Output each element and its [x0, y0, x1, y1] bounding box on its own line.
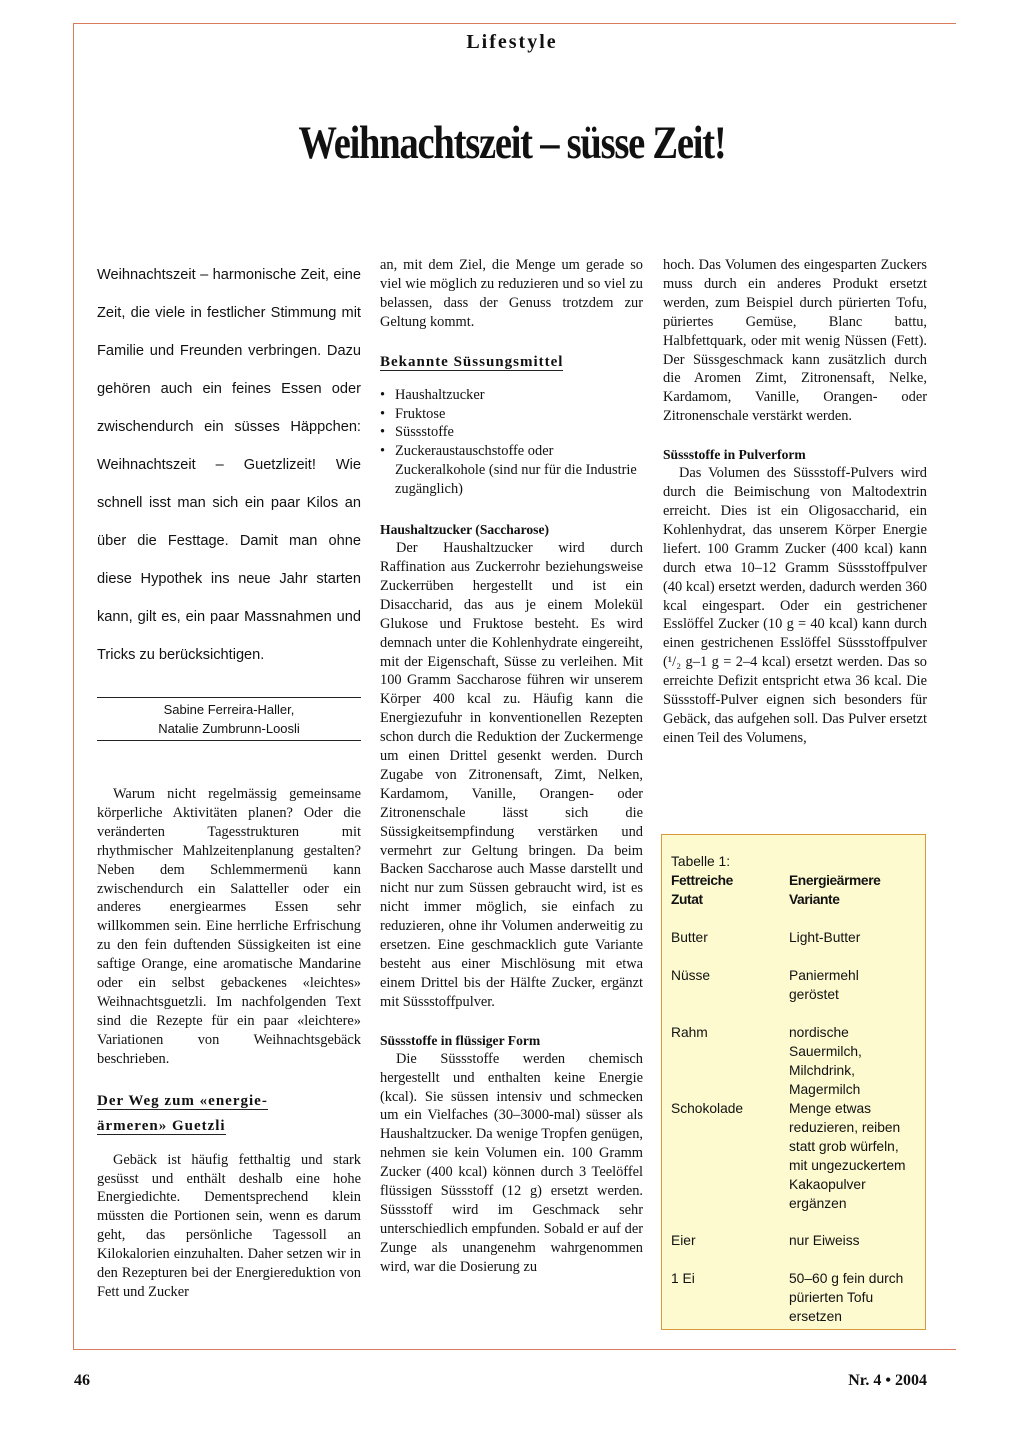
- subheading-small: Süssstoffe in Pulverform: [663, 447, 806, 463]
- issue-info: Nr. 4 • 2004: [848, 1372, 927, 1389]
- table-cell-ingredient: Rahm: [671, 1025, 708, 1040]
- table-header-right: [789, 871, 921, 909]
- page-number: 46: [74, 1372, 90, 1389]
- subheading-small: Haushaltzucker (Saccharose): [380, 522, 550, 538]
- author-line-2: Natalie Zumbrunn-Loosli: [158, 721, 300, 736]
- body-paragraph: hoch. Das Volumen des eingesparten Zuckers muss durch ein anderes Produkt ersetzt werden, zum Beispiel durch pürierten Tofu, püriertes Gemüse, Blanc battu, Halbfettquark, oder mit wenig Nüssen (Fett). Der Süssgeschmack kann zusätzlich durch die Aromen Zimt, Zitronensaft, Nelke, Kardamom, Vanille, Orangen- oder Zitronenschale verstärkt werden.: [663, 257, 927, 425]
- table-cell-variant: Paniermehl geröstet: [789, 968, 859, 1002]
- table-cell-variant: nur Eiweiss: [789, 1233, 860, 1248]
- section-label: Lifestyle: [466, 31, 558, 53]
- author-line-1: Sabine Ferreira-Haller,: [163, 702, 295, 717]
- table-caption: Tabelle 1:: [671, 854, 731, 869]
- frame-left-rule: [73, 23, 74, 1349]
- header-text: Zutat: [671, 892, 703, 907]
- subheading-small: Süssstoffe in flüssiger Form: [380, 1032, 541, 1048]
- header-text: Variante: [789, 892, 840, 907]
- subheading-line-1: Der Weg zum «energie-: [97, 1092, 268, 1109]
- frame-bottom-rule: [73, 1349, 956, 1350]
- body-paragraph: Der Haushaltzucker wird durch Raffination aus Zuckerrohr beziehungsweise Zuckerrüben hergestellt und ist ein Disaccharid, das aus je einem Molekül Glukose und Fruktose besteht. Es wird demnach unter die Kohlenhydrate eingereiht, mit der Eigenschaft, Süsse zu verleihen. Mit 100 Gramm Saccharose führen wir unserem Körper 400 kcal zu. Häufig kann die Energiezufuhr in konventionellen Rezepten schon durch die Reduktion der Zuckermenge um einen Drittel gesenkt werden. Durch Zugabe von Zitronensaft, Zimt, Nelken, Kardamom, Vanille, Orangen- oder Zitronenschale lässt sich die Süssigkeitsempfindung verstärken und vermehrt zur Geltung bringen. Da beim Backen Saccharose auch Masse darstellt und nicht nur zum Süssen gebraucht wird, ist es nicht immer möglich, sie einfach zu reduzieren, ohne ihr Volumen anderweitig zu ersetzen. Eine geschmacklich gute Variante besteht aus einer Mischlösung mit etwa einem Drittel bis der Hälfte Zucker, ergänzt mit Süssstoffpulver.: [380, 540, 643, 1010]
- table-cell-variant: Menge etwas reduzieren, reiben statt grob würfeln, mit ungezuckertem Kakaopulver ergänzen: [789, 1101, 906, 1211]
- lead-paragraph: Weihnachtszeit – harmonische Zeit, eine Zeit, die viele in festlicher Stimmung mit Familie und Freunden verbringen. Dazu gehören auch ein feines Essen oder zwischendurch ein süsses Häppchen: Weihnachtszeit – Guetzlizeit! Wie schnell isst man sich ein paar Kilos an über die Festtage. Damit man ohne diese Hypothek ins neue Jahr starten kann, gilt es, ein paar Massnahmen und Tricks zu berücksichtigen.: [97, 267, 361, 663]
- body-paragraph: Warum nicht regelmässig gemeinsame körperliche Aktivitäten planen? Oder die veränderten Tagesstrukturen mit rhythmischer Mahlzeitenplanung gestalten? Neben dem Schlemmermenü kann zwischendurch ein Salatteller oder ein anderes energiearmes Essen sehr willkommen sein. Eine herrliche Erfrischung zu den fein duftenden Süssigkeiten ist eine saftige Orange, eine aromatische Mandarine oder ein selbst gebackenes «leichtes» Weihnachtsguetzli. Im nachfolgenden Text sind die Rezepte für ein paar «leichtere» Variationen von Weihnachtsgebäck beschrieben.: [97, 786, 361, 1067]
- table-cell-variant: nordische Sauermilch, Milchdrink, Magermilch: [789, 1025, 862, 1097]
- table-cell-ingredient: Nüsse: [671, 968, 711, 983]
- article-title: Weihnachtszeit – süsse Zeit!: [298, 117, 726, 169]
- table-cell-ingredient: Schokolade: [671, 1101, 744, 1116]
- author-byline: [97, 697, 361, 741]
- substitution-table: [661, 834, 926, 1330]
- body-paragraph: Gebäck ist häufig fetthaltig und stark gesüsst und enthält deshalb eine hohe Energiedichte. Dementsprechend klein müssten die Portionen sein, wenn es darum geht, das persönliche Tagessoll an Kilokalorien einzuhalten. Daher setzen wir in den Rezepturen bei der Energiereduktion von Fett und Zucker: [97, 1151, 361, 1300]
- table-cell-ingredient: Butter: [671, 930, 708, 945]
- body-paragraph: Die Süssstoffe werden chemisch hergestellt und enthalten keine Energie (kcal). Sie süssen intensiv und schmecken um ein Vielfaches (30–3000-mal) süsser als Haushaltzucker. Da wenige Tropfen genügen, nehmen sie kein Volumen ein. 100 Gramm Zucker (400 kcal) können durch 3 Teelöffel flüssigen Süssstoff (12 g) ersetzt werden. Süssstoff wird im Geschmack sehr unterschiedlich empfunden. Sobald er auf der Zunge als unangenehm wahrgenommen wird, war die Dosierung zu: [380, 1050, 643, 1275]
- list-item: • Süssstoffe: [380, 423, 643, 442]
- sweetener-list: [380, 386, 643, 499]
- list-item: • Haushaltzucker: [380, 386, 643, 405]
- column-3: [663, 256, 927, 748]
- subheading-line-2: ärmeren» Guetzli: [97, 1117, 226, 1134]
- list-item: • Zuckeraustauschstoffe oder Zuckeralkohole (sind nur für die Industrie zugänglich): [380, 442, 643, 499]
- body-paragraph: Das Volumen des Süssstoff-Pulvers wird durch die Beimischung von Maltodextrin erreicht. Dies ist ein Oligosaccharid, ein Kohlenhydrat, das unserem Körper Energie liefert. 100 Gramm Zucker (400 kcal) kann durch etwa 10–12 Gramm Süssstoffpulver (40 kcal) ersetzt werden, dadurch werden 360 kcal eingespart. Oder ein gestrichener Esslöffel Zucker (10 g = 40 kcal) kann durch einen gestrichenen Esslöffel Süssstoffpulver (¹/₂ g–1 g = 2–4 kcal) ersetzt werden. Das so erreichte Defizit entspricht etwa 36 kcal. Die Süssstoff-Pulver eignen sich besonders für Gebäck, das aufgehen soll. Das Pulver ersetzt einen Teil des Volumens,: [663, 465, 927, 746]
- column-2: [380, 256, 643, 1277]
- table-cell-ingredient: Eier: [671, 1233, 696, 1248]
- table-header-left: [671, 871, 781, 909]
- body-paragraph: an, mit dem Ziel, die Menge um gerade so viel wie möglich zu reduzieren und so viel zu belassen, dass der Genuss trotzdem zur Geltung kommt.: [380, 257, 643, 330]
- subheading-block: [97, 1089, 361, 1139]
- subheading: Bekannte Süssungsmittel: [380, 353, 564, 370]
- table-cell-variant: Light-Butter: [789, 930, 861, 945]
- column-1: [97, 256, 361, 1302]
- frame-top-rule: [73, 23, 956, 24]
- subheading-block: [380, 350, 643, 375]
- header-text: Fettreiche: [671, 873, 733, 888]
- table-cell-variant: 50–60 g fein durch pürierten Tofu ersetzen: [789, 1271, 904, 1324]
- list-item: • Fruktose: [380, 405, 643, 424]
- header-text: Energieärmere: [789, 873, 881, 888]
- table-cell-ingredient: 1 Ei: [671, 1271, 695, 1286]
